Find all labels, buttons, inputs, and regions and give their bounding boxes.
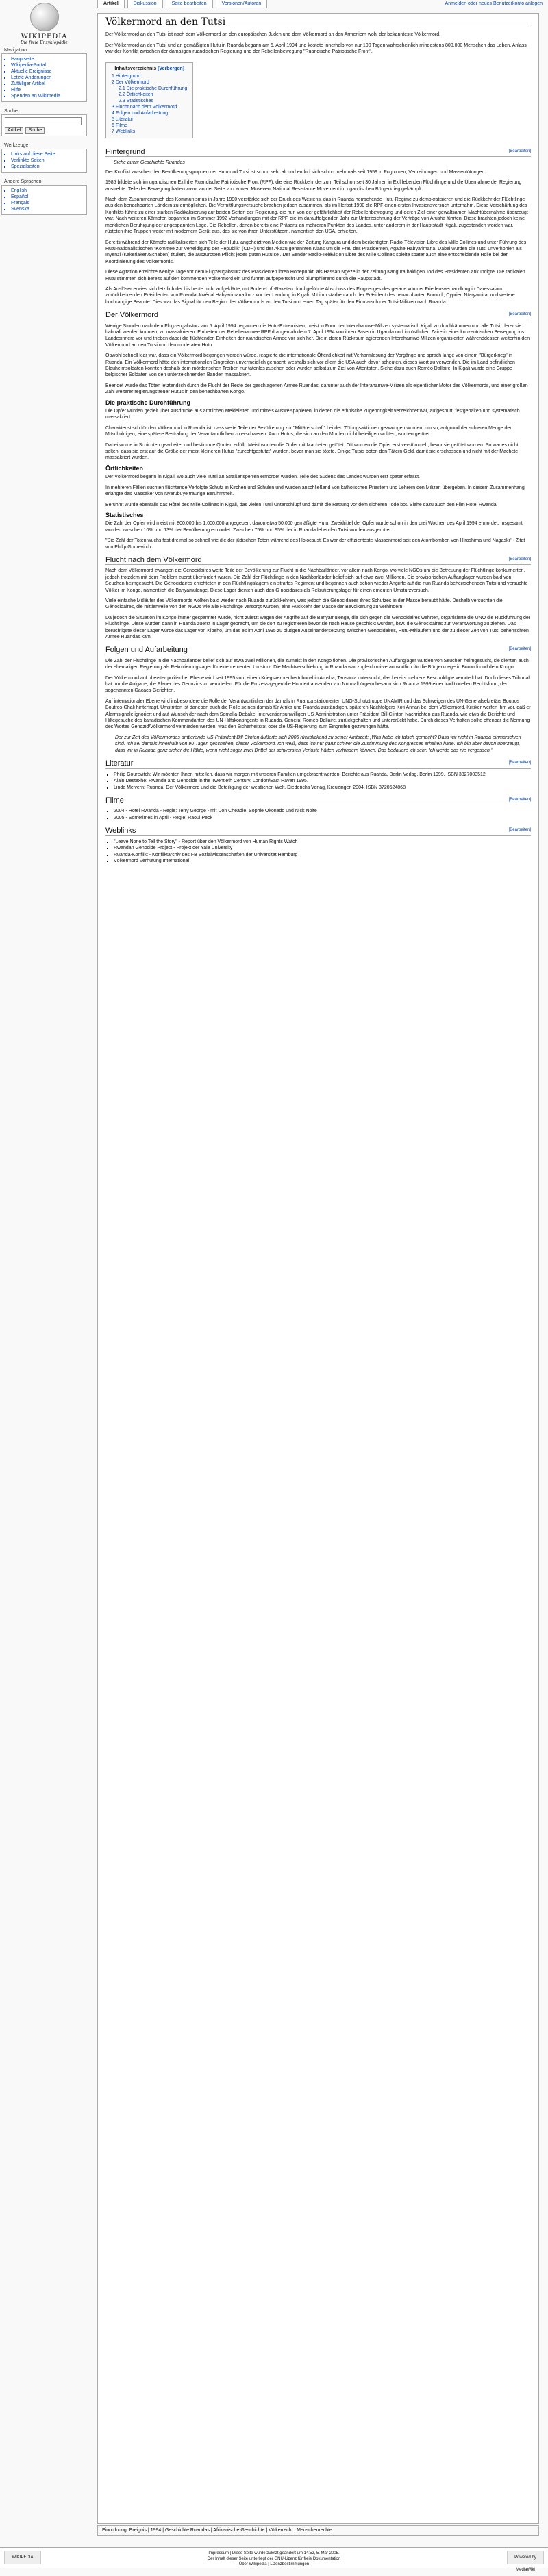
paragraph: Beendet wurde das Töten letztendlich durch die Flucht der Reste der geschlagenen Armee Ruandas, darunter auch der Interahamwe-Milizen als eigentlicher Motor des Völkermords, und einer großen Zahl weiterer regierungstreuer Hutus in den benachbarten Kongo. (105, 383, 528, 395)
nav-item-aenderungen[interactable]: ▪ Letzte Änderungen (11, 75, 84, 81)
tool-related[interactable]: ▪ Verlinkte Seiten (11, 157, 84, 164)
section-heading-hintergrund: Hintergrund [Bearbeiten] (105, 148, 531, 157)
nav-item-spenden[interactable]: ▪ Spenden an Wikimedia (11, 93, 84, 99)
edit-link[interactable]: [Bearbeiten] (508, 761, 531, 766)
subsection-heading-oertlichkeiten: Örtlichkeiten (105, 464, 144, 472)
footer-line: Der Inhalt dieser Seite unterliegt der GNU-Lizenz für freie Dokumentation (207, 2557, 341, 2561)
paragraph: Als Auslöser erwies sich letztlich der bis heute nicht aufgeklärte, mit Boden-Luft-Raketen durchgeführte Abschuss des Flugzeuges des gerade von der Friedensverhandlung in Daressalam zurückkehrenden Präsidenten von Ruanda Juvénal Habyarimana kurz vor der Landung in Kigali. Mit ihm starben auch der Präsident des benachbarten Burundi, Cyprien Ntaryamira, und weitere hochrangige Beamte. Dies war das Signal für den Beginn des Völkermords an den Tutsi und einen Tag später für den Einmarsch der Tutsi-Militzen nach Ruanda. (105, 286, 515, 305)
toc-item[interactable]: 5 Literatur (112, 117, 134, 123)
article-content (97, 13, 539, 2524)
section-heading-weblinks: Weblinks [Bearbeiten] (105, 826, 531, 835)
tools-portlet (1, 143, 87, 173)
edit-link[interactable]: [Bearbeiten] (508, 312, 531, 317)
toc-item[interactable]: 2.2 Örtlichkeiten (119, 92, 153, 98)
paragraph: Die Opfer wurden gezielt über Ausdrucke aus amtlichen Meldelisten und mittels Ausweispapieren, in denen die ethnische Zugehörigkeit verzeichnet war, aufgespürt, festgehalten und systematisch massakriert. (105, 409, 520, 420)
paragraph: Der Konflikt zwischen den Bevölkerungsgruppen der Hutu und Tutsi ist schon sehr alt und entlud sich schon mehrmals seit 1959 in Pogromen, Vertreibungen und Massentötungen. (105, 169, 486, 175)
weblink-item[interactable]: ▪ "Leave None to Tell the Story" - Report über den Völkermord von Human Rights Watch (114, 839, 531, 846)
sidebar (1, 48, 87, 222)
nav-item-hilfe[interactable]: ▪ Hilfe (11, 87, 84, 93)
paragraph: Wenige Stunden nach dem Flugzeugabsturz am 6. April 1994 begannen die Hutu-Extremisten, meist in Form der Interahamwe-Milizen systematisch Kigali zu durchkämmen und alle Tutsi, derer sie habhaft werden konnten, zu massakrieren. Einheiten der Rebellenarmee RPF drangen ab dem 7. April 1994 von ihren Basen in Uganda und im östlichen Zaire in einer konzentrischen Bewegung ins Landesinnere vor und trieben dabei die flüchtenden Einheiten der ruandischen Armee vor sich her. Die in deren Rückraum agierenden Interahamwe-Milizen organisierten währenddessen weiterhin den Völkermord an den Tutsi und den moderaten Hutu. (105, 323, 530, 348)
globe-logo-icon (30, 3, 59, 31)
search-button[interactable]: Suche (25, 127, 45, 134)
intro-paragraph-1: Der Völkermord an den Tutsi ist nach dem Völkermord an den europäischen Juden und dem Völkermord an den Armeniern wohl der bekannteste Völkermord. (105, 32, 441, 38)
toc-item[interactable]: 1 Hintergrund (112, 74, 141, 79)
tab-bearbeiten[interactable]: Seite bearbeiten (166, 0, 213, 8)
edit-link[interactable]: [Bearbeiten] (508, 557, 531, 561)
logo-name: WIKIPEDIA (21, 33, 68, 40)
nav-item-hauptseite[interactable]: ▪ Hauptseite (11, 56, 84, 62)
edit-link[interactable]: [Bearbeiten] (508, 647, 531, 652)
quote: "Die Zahl der Toten wuchs fast dreimal so schnell wie die der jüdischen Toten während des Holocaust. Es war der effizienteste Massenmord seit den Atombomben von Hiroshima und Nagaski" - Zitat von Philip Gourevitch (105, 538, 525, 550)
toc-toggle[interactable]: [Verbergen] (158, 66, 184, 71)
paragraph: Auf internationaler Ebene wird insbesondere die Rolle der Verantwortlichen der damals in Ruanda stationierten UNO-Schutztruppe UNAMIR und das Schweigen des UN-Generalsekretärs Boutros Boutros-Ghali hinterfragt. Umstritten ist daneben auch die Rolle seines damals für Afrika und Ruanda zuständigen, späteren Nachfolgers Kofi Annan bei dem Völkermord. Kritiker werfen ihm vor, daß er Alarmsignale ignoriert und auf Wunsch der nach dem Somalia-Debakel interventionsunwilligen US-Administration unter Präsident Bill Clinton Nachrichten aus Ruanda, wie etwa die Berichte und Hilfegesuche des kanadischen Kommandanten des UN-Hilfskontingents in Ruanda, General Roméo Dallaire, zurückgehalten und unterdrückt habe. Durch dieses Verhalten sollte offenbar die Nennung des Wortes Genozid/Völkermord vermieden werden, was den Sicherheitsrat oder die US-Regierung zum Eingreifen gezwungen hätte. (105, 698, 531, 730)
weblink-item[interactable]: ▪ Rwandan Genocide Project - Projekt der Yale University (114, 845, 531, 852)
literature-item: ▪ Linda Melvern: Ruanda. Der Völkermord und die Beteiligung der westlichen Welt. Diederichs Verlag, Kreuzingen 2004. ISBN 3720524868 (114, 785, 531, 792)
paragraph: Der Völkermord auf oberster politischer Ebene wird seit 1995 vom einem Kriegsverbrechertribunal in Arusha, Tansania untersucht, das bereits mehrere Beschuldigte verurteilt hat. Doch dieses Tribunal hat nur die Aufgabe, die Planer des Genozids zu verurteilen. Für die Prozess-gegen die Hunderttausenden von Normalbürgern besann sich Ruanda 1999 einer traditionellen Rechtsform, der sogenannten Gacaca-Gerichten. (105, 675, 530, 694)
tools-title: Werkzeuge (4, 143, 29, 148)
go-button[interactable]: Artikel (5, 127, 23, 134)
search-title: Suche (4, 109, 18, 114)
paragraph: Dabei wurde in Schichten gearbeitet und bestimmte Quoten erfüllt. Meist wurden die Opfer mit Macheten getötet. Oft wurden die Opfer erst verstümmelt, bevor sie getötet wurden. So war es nicht selten, dass sie erst auf die Größe der meist kleineren Hutus "zurechtgestutzt" wurden, bevor man sie tötete. Einige Tutsis boten den Tätern Geld, damit sie erschossen und nicht mit der Machete massakriert wurden. (105, 442, 519, 461)
languages-title: Andere Sprachen (4, 179, 42, 184)
paragraph: Nach dem Zusammenbruch des Kommunismus in Jahre 1990 verstärkte sich der Druck des Westens, das in Ruanda herrschende Hutu-Regime zu demokratisieren und die Rückkehr der Flüchtlinge aus den benachbarten Ländern zu ermöglichen. Die Vermittlungsversuche brachen jedoch zusammen, als im Herbst 1990 die RPF einen ersten Invasionsversuch unternahm. Diese Verschärfung des Konflikts führte zu einer starken Radikalisierung auf beiden Seiten der Regierung, die nun von der gefährlichkeit der Rebellenbewegung und deren Ziel einer gewaltsamen Machtübernahme überzeugt war. Nach weiteren Kämpfen begannen im Sommer 1992 Verhandlungen mit der RPF, die im darauffolgenden Jahr zur Unterzeichnung der Verträge von Arusha führten. Diese brachten jedoch keine merklichen Beruhigung der angespannten Lage. Die Rebellen, denen bereits eine Präsenz an mehreren Punkten des Landes, unter anderem in der Hauptstadt Kigali, zugestanden worden war, rüsteten ihre Truppen weiter mit modernem Gerät aus, das sie von ihren Unterstützern, namentlich den USA, erhielten. (105, 197, 528, 235)
edit-link[interactable]: [Bearbeiten] (508, 828, 531, 833)
footer (0, 2547, 548, 2572)
paragraph: Charakteristisch für den Völkermord in Ruanda ist, dass weite Teile der Bevölkerung zur "Mittäterschaft" bei den Tötungsaktionen gezwungen wurden, um so, aufgrund der schieren Menge der Mitschuldigen, eine spätere Bestrafung der Verantwortlichen zu erschweren. Auch Hutus, die sich an den Morden nicht beteiligen wollten, wurden getötet. (105, 425, 512, 438)
toc-item[interactable]: 2.3 Statistisches (119, 99, 153, 104)
personal-links[interactable]: Anmelden oder neues Benutzerkonto anlegen (445, 1, 543, 6)
search-portlet (1, 109, 87, 136)
section-heading-filme: Filme [Bearbeiten] (105, 796, 531, 805)
paragraph: Der Völkermord begann in Kigali, wo auch viele Tutsi an Straßensperren ermordet wurden. Teile des Südens des Landes wurden erst später erfasst. (105, 475, 421, 480)
film-item[interactable]: ▪ 2005 - Sometimes in April - Regie: Raoul Peck (114, 815, 531, 822)
footer-line: Impressum | Diese Seite wurde zuletzt geändert um 14:52, 5. Mär 2005. (208, 2551, 340, 2555)
nav-item-portal[interactable]: ▪ Wikipedia-Portal (11, 62, 84, 68)
intro-paragraph-2: Der Völkermord an den Tutsi und an gemäßigten Hutu in Ruanda begann am 6. April 1994 und kostete innerhalb von nur 100 Tagen wahrscheinlich mindestens 800.000 Menschen das Leben. Anlass war der Konflikt zwischen der damaligen ruandischen Regierung und der Rebellenbewegung "Ruandische Patriotische Front". (105, 42, 527, 55)
paragraph: Die Zahl der Opfer wird meist mit 800.000 bis 1.000.000 angegeben, davon etwa 50.000 gemäßigte Hutu. Zweidrittel der Opfer wurde schon in den drei Wochen des April 1994 ermordet. Insgesamt wurden zwischen 10% und 13% der Bevölkerung ermordet. Zwischen 75% und 95% der in Ruanda lebenden Tutsi wurden ausgerottet. (105, 521, 523, 533)
page-title: Völkermord an den Tutsi (105, 19, 531, 27)
subsection-heading-durchfuehrung: Die praktische Durchführung (105, 399, 191, 406)
search-input[interactable] (5, 117, 82, 125)
lang-english[interactable]: ▪ English (11, 188, 84, 194)
page-tabs (97, 0, 267, 8)
paragraph: Bereits während der Kämpfe radikalisierten sich Teile der Hutu, angeheizt von Medien wie der Zeitung Kangura und dem berüchtigten Radio-Télévision Libre des Mille Collines und unter Führung des Hutu-nationalistischen "Komittee zur Verteidigung der Republik" (CDR) und der Akazu genannten Klans um die Frau des Präsidenten, Agathe Habyarimana. Dabei wurden die Tutsi unverhohlen als Inyenzi (Kakerlaken/Schaben) tituliert, die auszurotten Pflicht jedes guten Hutu sei. Der Sender Radio-Télévision Libre des Mille Collines spielte später auch eine entscheidende Rolle bei der Koordinierung des Völkermords. (105, 240, 527, 264)
tool-special[interactable]: ▪ Spezialseiten (11, 164, 84, 170)
languages-portlet (1, 179, 87, 215)
toc-item[interactable]: 7 Weblinks (112, 129, 136, 135)
paragraph: Nach dem Völkermord zwangen die Génocidaires weite Teile der Bevölkerung zur Flucht in die Nachbarländer, vor allem nach Kongo, wo viele NGOs um die Betreuung der Flüchtlinge konkurrierten, jedoch trotzdem mit dem Problem zuerst überfordert waren. Die Zahl der Flüchtlinge in den Nachbarländer belief sich auf etwa zwei Millionen. Die provisorischen Auffanglager wurden bald von Seuchen heimgesucht. Die Génocidaires errichteten in den Flüchtlingslagern ein straffes Regiment und begannen auch schon wieder Angriffe auf die nun Ruanda beherrschenden Tutsi und versuchte Völker im Kongo, namentlich die Banyamulenge. Diese Lager dienten auch den G nocidaires als Rekrutierungslager für einen erneuten Umsturzversuch. (105, 568, 528, 593)
hatnote: Siehe auch: Geschichte Ruandas (114, 160, 185, 166)
film-item[interactable]: ▪ 2004 - Hotel Rwanda - Regie: Terry George - mit Don Cheadle, Sophie Okonedo und Nick Nolte (114, 808, 531, 815)
nav-item-zufall[interactable]: ▪ Zufälliger Artikel (11, 81, 84, 87)
paragraph: Viele einfache Mitläufer des Völkermords wollten bald wieder nach Ruanda zurückkehren, was jedoch die Génocidaires ihres Schutzes in der Masse beraubt hätte. Deshalb versuchten die Génocidaires, die mittlerweile von den NGOs wie alle Flüchtlinge versorgt wurden, eine Rückkehr der Masse der Bevölkerung zu verhindern. (105, 598, 503, 610)
edit-link[interactable]: [Bearbeiten] (508, 798, 531, 802)
paragraph: Die Zahl der Flüchtlinge in die Nachbarländer belief sich auf etwa zwei Millionen, die zumeist in den Kongo flohen. Die provisorischen Auffanglager wurden von Seuchen heimgesucht, sie dienten auch der ehemaligen Regierung als Rekrutierungslager für einen erneuten Umsturz. Die Machtverschiebung in Ruanda war zugleich mitverantwortlich für die Bürgerkriege in Burundi und dem Kongo. (105, 658, 529, 670)
tab-diskussion[interactable]: Diskussion (127, 0, 163, 8)
section-heading-flucht: Flucht nach dem Völkermord [Bearbeiten] (105, 555, 531, 564)
literature-item: ▪ Alain Destexhe: Rwanda and Genocide in the Twentieth Century. London/East Haven 1995. (114, 778, 531, 785)
wikipedia-logo[interactable] (1, 3, 87, 45)
table-of-contents (105, 62, 193, 138)
section-heading-folgen: Folgen und Aufarbeitung [Bearbeiten] (105, 646, 531, 655)
footer-text (123, 2551, 425, 2567)
weblink-item[interactable]: ▪ Völkermord Verhütung International (114, 858, 531, 865)
paragraph: 1985 bildete sich im ugandischen Exil die Ruandische Patriotische Front (RPF), die eine Rückkehr der zum Teil schon seit 30 Jahren in Exil lebenden Flüchtlinge und die Übernahme der Regierung anstrebte. Teile der Bewegung hatten zuvor an der Seite von Yoweri Museveni National Resistance Movement im ugandischen Bürgerkrieg gekämpft. (105, 180, 522, 192)
nav-item-ereignisse[interactable]: ▪ Aktuelle Ereignisse (11, 68, 84, 75)
subsection-heading-statistisches: Statistisches (105, 511, 144, 518)
lang-espanol[interactable]: ▪ Español (11, 194, 84, 200)
section-heading-voelkermord: Der Völkermord [Bearbeiten] (105, 311, 531, 320)
paragraph: In mehreren Fällen suchten flüchtende Verfolgte Schutz in Kirchen und Schulen und wurden anschließend von katholischen Priestern und Lehrern den Milizen übergeben. In diesem Zusammenhang erlangte das Massaker von Nyarubuye traurige Berühmtheit. (105, 485, 525, 497)
lang-svenska[interactable]: ▪ Svenska (11, 206, 84, 212)
paragraph: Diese Agitation erreichte wenige Tage vor dem Flugzeugabsturz des Präsidenten ihren Höhepunkt, als Hassan Ngeze in der Zeitung Kangura baldigen Tod des Präsidenten ankündigte. Die radikalen Hutu stimmten sich bereits auf den kommenden Völkermord ein und führen aufgepeitscht und triumphierend durch die Hauptstadt. (105, 270, 525, 281)
category-links[interactable]: Einordnung: Ereignis | 1994 | Geschichte Ruandas | Afrikanische Geschichte | Völkerrecht | Menschenrechte (97, 2525, 539, 2536)
toc-item[interactable]: 2.1 Die praktische Durchführung (119, 86, 188, 92)
paragraph: Obwohl schnell klar war, dass ein Völkermord begangen werden würde, reagierte die internationale Öffentlichkeit mit Verharmlosung der Vorgänge und sprach lange von einem "Bürgerkrieg" in Ruanda. Ein Völkermord hätte den internationalen Eingreifen unvermeidlich gemacht, weshalb sich vor allem die USA auch davor scheuten, dieses Wort zu verwenden. Die im Land befindlichen Blauhelmsoldaten konnten deshalb dem mörderischen Treiben nur tatenlos zusehen oder wurden selbst zum Ziel von Attentaten. Siehe dazu auch Roméo Dallaire. In Kigali wurde eine Gruppe belgischer Soldaten von den unterzeichnenden Banden massakriert. (105, 353, 515, 378)
clinton-quote: Der zur Zeit des Völkermordes amtierende US-Präsident Bill Clinton äußerte sich 2005 rückblickend zu seiner Amtszeit: „Was habe ich falsch gemacht? Dass wir nicht in Ruanda einmarschiert sind. Ich sei damals innerhalb von 90 Tagen geschehen, dieser Völkermord. Ich weiß, dass ich nur ganz schwer die Zustimmung des Kongresses erhalten hätte. Ich bin aber davon überzeugt, dass wir in Ruanda ganz sicher die Hälfte, wenn nicht sogar zwei Drittel der schwersten Verluste hätten verhindern können. Das bedauere ich sehr. Ich werde das nie vergessen." (115, 735, 521, 753)
edit-link[interactable]: [Bearbeiten] (508, 149, 531, 154)
toc-item[interactable]: 6 Filme (112, 123, 127, 129)
footer-mediawiki-badge[interactable]: Powered by MediaWiki (507, 2551, 544, 2564)
lang-francais[interactable]: ▪ Français (11, 200, 84, 206)
navigation-title: Navigation (4, 48, 27, 53)
toc-item[interactable]: 4 Folgen und Aufarbeitung (112, 111, 169, 116)
tab-artikel[interactable]: Artikel (97, 0, 125, 8)
paragraph: Berühmt wurde ebenfalls das Hôtel des Mille Collines in Kigali, das vielen Tutsi Unterschlupf und damit die Rettung vor dem sicheren Tode bot. Siehe dazu auch den Film Hotel Rwanda. (105, 502, 498, 507)
toc-item[interactable]: 3 Flucht nach dem Völkermord (112, 105, 177, 110)
navigation-portlet (1, 48, 87, 102)
logo-slogan: Die freie Enzyklopädie (21, 40, 68, 45)
paragraph: Da jedoch die Situation im Kongo immer gespannter wurde, nicht zuletzt wegen der Angriffe auf die Banyamulenge, die sich gegen die Génocidaires wehrten, organisierte die UNO die Rückführung der Flüchtlinge. Diese wurden dann in Ruanda zuerst in Lager gebracht, um sie dort zu registrieren bevor sie nach Hause geschickt wurden, bzw. die Génocidaires zur Verantwortung zu ziehen. Das berüchtigste dieser Lager wurde das Lager von Kibeho, um das es im April 1995 zu blutigen Auseinandersetzung zwischen Génocidaires, Hutu-Mitläufern und der zu dieser Zeit von Tutsi beherrschten Armee Ruandas kam. (105, 615, 531, 640)
section-heading-literatur: Literatur [Bearbeiten] (105, 759, 531, 768)
tab-versionen[interactable]: Versionen/Autoren (216, 0, 268, 8)
tool-whatlinkshere[interactable]: ▪ Links auf diese Seite (11, 151, 84, 157)
literature-item: ▪ Philip Gourevitch: Wir möchten Ihnen mitteilen, dass wir morgen mit unseren Familien umgebracht werden. Berichte aus Ruanda. Berlin Verlag, Berlin 1999. ISBN 3827003512 (114, 772, 531, 779)
footer-line: Über Wikipedia | Lizenzbestimmungen (238, 2562, 310, 2566)
toc-title: Inhaltsverzeichnis (114, 66, 157, 71)
weblink-item[interactable]: ▪ Ruanda-Konflikt - Konfliktarchiv des FB Sozialwissenschaften der Universität Hamburg (114, 852, 531, 859)
toc-item[interactable]: 2 Der Völkermord (112, 80, 149, 86)
footer-wikipedia-logo[interactable]: WIKIPEDIA (4, 2551, 41, 2564)
